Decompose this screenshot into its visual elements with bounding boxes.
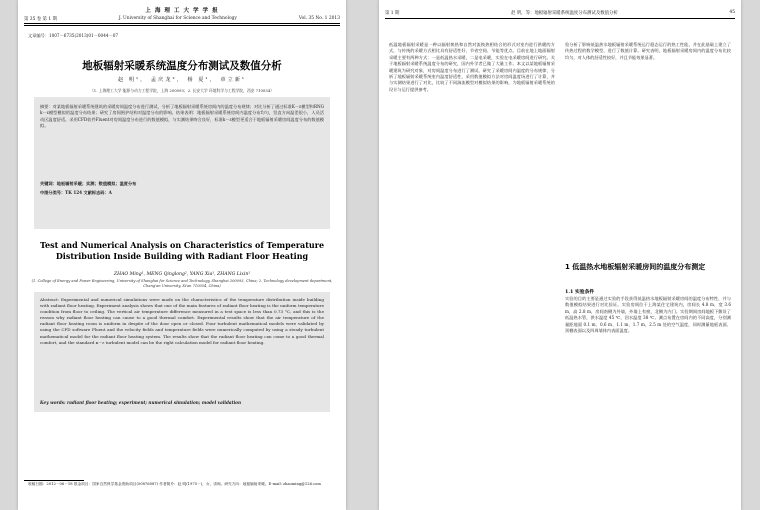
right-page <box>379 0 741 510</box>
keywords-en: Key words: radiant floor heating; experiment; numerical simulation; model validation <box>40 400 242 405</box>
title-en-line-1: Test and Numerical Analysis on Characteristics of Temperature <box>39 240 325 250</box>
section-heading-1: 1 低温热水地板辐射采暖房间的温度分布测定 <box>565 263 706 271</box>
abstract-cn: 摘要：对某地板辐射采暖系统建筑的采暖房间温度分布进行测试，分析了地板辐射采暖系统房间内的温度分布规律；对比分析了通过标准K－ε模型和RNG k－ε模型模拟的温度分布结果；研究了房间围护结构对温度分布的影响。结果表明：地板辐射采暖系统房间内温度分布均匀，竖直方向温差很小，人员活动区温度舒适。采用CFD软件Fluent对房间温度分布进行的数值模拟，与实测结果吻合良好，标准k－ε模型更适合于地板辐射采暖房间温度分布的数值模拟。 <box>40 104 324 129</box>
classification-cn: 中图分类号：TK 124 文献标志码：A <box>40 190 112 195</box>
header-rule-2 <box>24 25 340 26</box>
authors-cn: 赵 明¹， 孟庆龙²， 杨 夏¹， 章立新¹ <box>117 77 246 83</box>
affiliation-cn: （1. 上海理工大学 能源与动力工程学院，上海 200093；2. 长安大学 环境科学与工程学院，西安 710054） <box>90 88 274 93</box>
footnote: 收稿日期：2012－06－18 基金项目：国家自然科学基金资助项目(50876087) 作者简介：赵 明(1975－)，女，讲师。研究方向：地板辐射采暖。E-mail: zhaoming@126.com <box>28 482 321 486</box>
body-column-right-lower: 实验的目的主要是通过实验的手段获得低温热水地板辐射采暖房间的温度分布特性，并与数值模拟结果进行对比验证。实验房间位于上海某住宅建筑内，房间长 4.8 m，宽 3.6 m，高 2.8 m，房间南侧为外墙，外墙上有窗，北侧为内门。实验期间房间地板下敷设了低温热水管，供水温度 45 ℃，回水温度 38 ℃。测点布置在房间内的不同高度，分别测量距地面 0.1 m、0.6 m、1.1 m、1.7 m、2.5 m 处的空气温度，同时测量地板表面、顶棚表面以及四周墙体内表面温度。 <box>565 296 731 334</box>
title-en <box>32 240 332 261</box>
issue-number: 第 1 期 <box>385 11 400 16</box>
title-en-line-2: Distribution Inside Building with Radiant Floor Heating <box>55 250 309 261</box>
page-number: 45 <box>729 10 735 15</box>
running-header-right <box>379 0 741 40</box>
body-column-right: 验分析了影响低温热水地板辐射采暖系统运行稳态运行的热工性能，并在此基础上建立了传热过程的数学模型，进行了数值计算。研究表明，地板辐射采暖房间内的温度分布比较均匀，对人体的舒适性较好，并且节能效果显著。 <box>565 42 731 60</box>
affiliation-en: (1. College of Energy and Power Engineering, University of Shanghai for Science and Technology, Shanghai 200093, China; 2. Technology development department, Chang'an University, Xi'an 710054, China) <box>31 279 333 288</box>
header-row <box>24 16 340 22</box>
subsection-heading-1-1: 1.1 实验条件 <box>565 289 595 295</box>
body-column-left: 低温地板辐射采暖是一种以辐射换热和自然对流换热相结合的形式对室内进行供暖的方式，与传统的采暖方式相比具有舒适性好、节省空间、节能等优点。目前在地上地面辐射采暖主要有两种方式：一是低温热水采暖，二是电采暖，实验在电采暖房间进行研究。关于地板辐射采暖系统温度分布的研究，国内外学者已做了大量工作。本文以某地板辐射采暖建筑为研究对象，对房间温度分布进行了测试，研究了采暖房间内温度的分布规律，分析了地板辐射采暖系统室内温度舒适性，采用数值模拟方法对房间温度场进行了计算，并与实测结果进行了对比，比较了不同湍流模型对模拟结果的影响，为地板辐射采暖系统的设计与运行提供参考。 <box>389 42 555 92</box>
journal-title-en: J. University of Shanghai for Science and Technology <box>118 16 237 21</box>
header-row-right <box>385 10 735 16</box>
left-page <box>18 0 346 510</box>
footnote-rule <box>24 480 84 481</box>
journal-title: 上 海 理 工 大 学 学 报 <box>145 8 219 14</box>
volume-year: Vol. 35 No. 1 2013 <box>298 16 340 21</box>
title-cn: 地板辐射采暖系统温度分布测试及数值分析 <box>82 60 282 72</box>
header-rule-right <box>385 18 735 19</box>
authors-en: ZHAO Ming¹, MENG Qinglong², YANG Xia¹, ZHANG Lixin¹ <box>113 272 251 277</box>
keywords-cn: 关键词：地板辐射采暖；实测；数值模拟；温度分布 <box>40 181 137 186</box>
running-title: 赵 明，等：地板辐射采暖系统温度分布测试及数值分析 <box>511 11 618 16</box>
abstract-en: Abstract: Experimental and numerical simulations were made on the characteristics of the temperature distribution inside building with radiant floor heating. Experiment analysis shows that one of the main features of radiant floor heating is the uniform temperature condition from floor to ceiling. The vertical air temperature difference measured in a test space is less than 0.73 °C, and this is the reason why radiant floor heating can cause to a good thermal comfort. Experimental results show that the air temperature of the radiant floor heating room is uniform in despite of the door open or closed. Four turbulent mathematical models were validated by using the CFD software Fluent and the velocity fields and temperature fields were numerically computed by using a steady turbulent mathematical model for the radiant floor heating system. The results show that the radiant floor heating can come to a good thermal comfort, and the standard κ－ε turbulent model can be the right calculation model for radiant floor heating. <box>40 297 324 345</box>
article-id: 文章编号：1007－6735(2013)01－0044－07 <box>28 33 119 38</box>
volume-issue: 第 35 卷 第 1 期 <box>24 17 57 22</box>
